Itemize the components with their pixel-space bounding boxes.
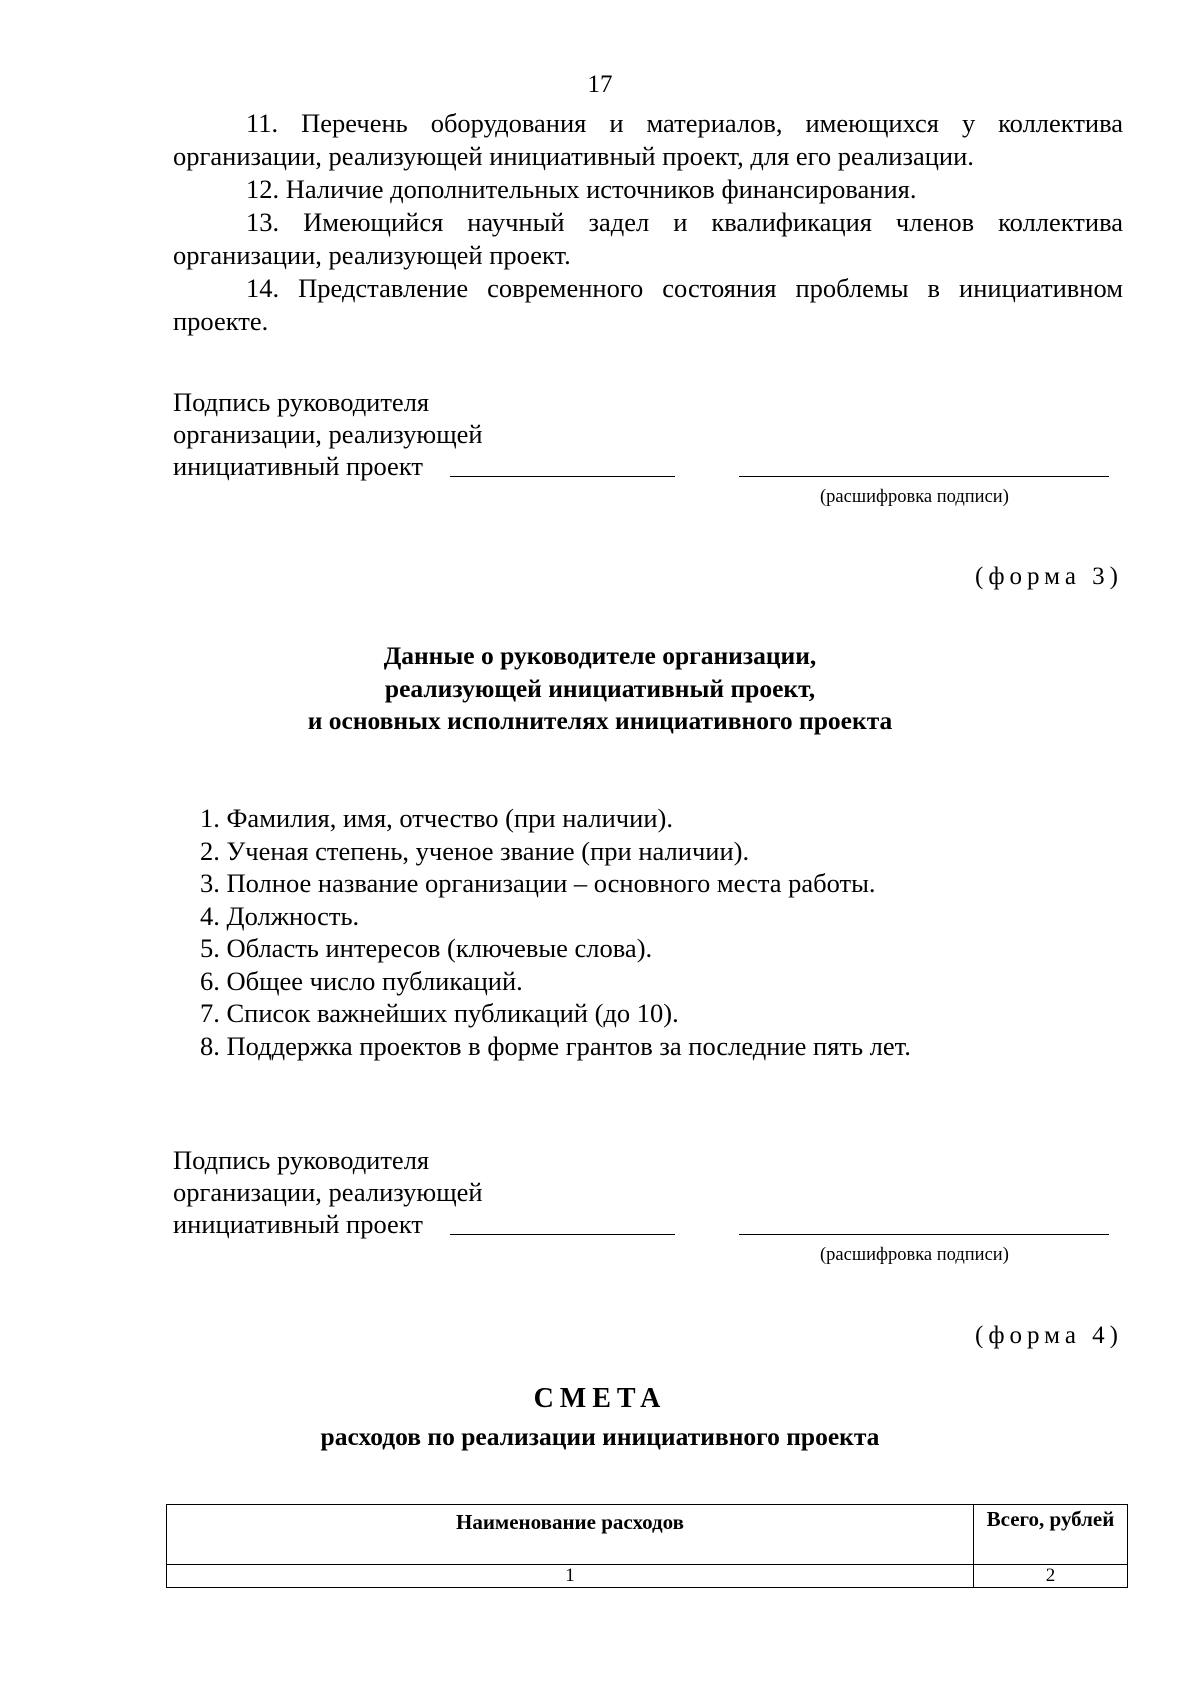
- page-number: 17: [587, 71, 613, 98]
- signature-transcript-line[interactable]: [739, 476, 1109, 477]
- table-header-row: [167, 1505, 1128, 1565]
- smeta-subtitle: расходов по реализации инициативного проекта: [320, 1422, 880, 1451]
- list-item: 3. Полное название организации – основного места работы.: [200, 868, 876, 898]
- list-item: 6. Общее число публикаций.: [200, 965, 523, 996]
- signature-caption: (расшифровка подписи): [820, 1245, 1009, 1265]
- criterion-number: 12.: [246, 174, 280, 204]
- criterion-text: Представление современного состояния проблемы в инициативном проекте.: [173, 273, 1124, 336]
- form3-heading-line: реализующей инициативный проект,: [384, 673, 816, 703]
- signature-label-line1: Подпись руководителя: [173, 387, 430, 417]
- criterion-item: [173, 272, 1123, 337]
- column-number-1: 1: [167, 1565, 974, 1588]
- list-item: 5. Область интересов (ключевые слова).: [200, 933, 653, 963]
- signature-transcript-line[interactable]: [739, 1234, 1109, 1235]
- form3-heading-line: Данные о руководителе организации,: [383, 641, 817, 670]
- signature-block-2: [173, 1144, 1123, 1274]
- form3-heading: [0, 640, 1200, 738]
- signature-label-line2: организации, реализующей: [173, 419, 483, 449]
- list-item: 4. Должность.: [200, 900, 360, 931]
- form4-label: (форма 4): [975, 1322, 1123, 1349]
- criterion-number: 14.: [246, 273, 280, 303]
- signature-block: [173, 386, 1123, 516]
- column-header-total: Всего, рублей: [974, 1505, 1128, 1565]
- table-row: [167, 1565, 1128, 1588]
- smeta-table: [166, 1504, 1128, 1588]
- criterion-text: Имеющийся научный задел и квалификация членов коллектива организации, реализующей проект.: [173, 207, 1123, 270]
- signature-label-line3: инициативный проект: [173, 1209, 423, 1239]
- column-header-name: Наименование расходов: [167, 1505, 974, 1565]
- criterion-item: [173, 173, 1123, 206]
- list-item: 8. Поддержка проектов в форме грантов за последние пять лет.: [200, 1030, 911, 1061]
- signature-label-line2: организации, реализующей: [173, 1177, 483, 1207]
- signature-label-line1: Подпись руководителя: [173, 1145, 430, 1175]
- criterion-text: Наличие дополнительных источников финансирования.: [285, 174, 917, 204]
- signature-caption: (расшифровка подписи): [820, 487, 1009, 507]
- form3-list: [200, 802, 911, 1062]
- list-item: 7. Список важнейших публикаций (до 10).: [200, 998, 679, 1028]
- criterion-number: 11.: [246, 108, 279, 138]
- smeta-title: СМЕТА: [533, 1383, 667, 1414]
- column-number-2: 2: [974, 1565, 1128, 1588]
- form3-heading-line: и основных исполнителях инициативного проекта: [307, 706, 893, 736]
- criterion-item: [173, 206, 1123, 271]
- list-item: 2. Ученая степень, ученое звание (при наличии).: [200, 835, 750, 866]
- signature-line[interactable]: [450, 476, 675, 477]
- criterion-text: Перечень оборудования и материалов, имеющихся у коллектива организации, реализующей инициативный проект, для его реализации.: [173, 108, 1124, 171]
- list-item: 1. Фамилия, имя, отчество (при наличии).: [200, 803, 673, 833]
- criterion-number: 13.: [246, 207, 280, 237]
- signature-label-line3: инициативный проект: [173, 451, 423, 481]
- form3-label: (форма 3): [975, 563, 1123, 590]
- signature-line[interactable]: [450, 1234, 675, 1235]
- criterion-item: [173, 107, 1123, 172]
